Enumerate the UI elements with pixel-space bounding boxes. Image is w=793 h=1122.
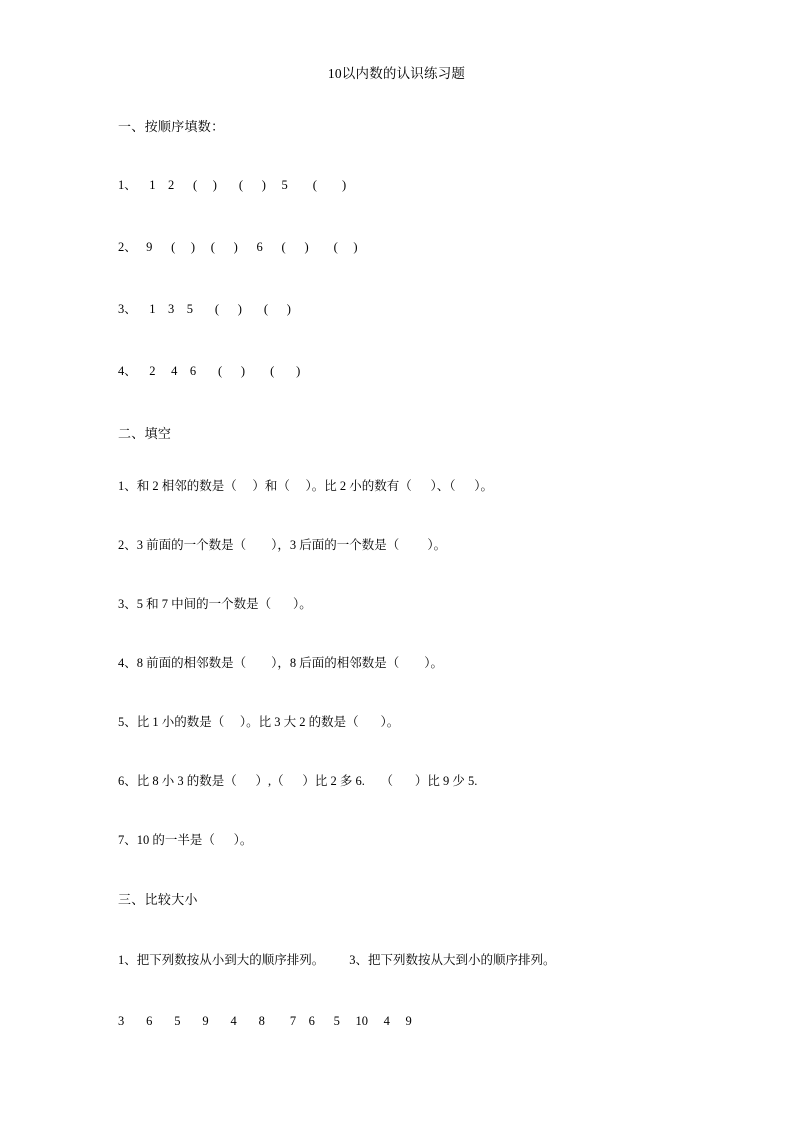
exercise-row: 6、比 8 小 3 的数是（ ）,（ ）比 2 多 6. （ ）比 9 少 5. — [118, 774, 478, 788]
section-fill-in-blank — [118, 423, 675, 848]
exercise-row: 2、3 前面的一个数是（ ），3 后面的一个数是（ ）。 — [118, 538, 447, 552]
section-heading-3: 三、比较大小 — [118, 892, 198, 907]
compare-numbers-row: 3 6 5 9 4 8 7 6 5 10 4 9 — [118, 1014, 412, 1028]
exercise-row: 3、 1 3 5 ( ) ( ) — [118, 302, 291, 316]
section-compare — [118, 889, 675, 1029]
page-title: 10以内数的认识练习题 — [327, 66, 466, 81]
compare-prompt-row: 1、把下列数按从小到大的顺序排列。 3、把下列数按从大到小的顺序排列。 — [118, 953, 556, 967]
spacer — [118, 135, 675, 175]
exercise-row: 2、 9 ( ) ( ) 6 ( ) ( ) — [118, 240, 358, 254]
section-heading-1: 一、按顺序填数： — [118, 119, 225, 134]
exercise-row: 4、8 前面的相邻数是（ ），8 后面的相邻数是（ ）。 — [118, 656, 444, 670]
exercise-row: 3、5 和 7 中间的一个数是（ ）。 — [118, 597, 312, 611]
exercise-row: 1、和 2 相邻的数是（ ）和（ ）。比 2 小的数有（ ）、（ ）。 — [118, 479, 494, 493]
section-heading-2: 二、填空 — [118, 426, 172, 441]
section-sequence — [118, 116, 675, 379]
exercise-row: 4、 2 4 6 ( ) ( ) — [118, 364, 301, 378]
exercise-row: 5、比 1 小的数是（ ）。比 3 大 2 的数是（ ）。 — [118, 715, 400, 729]
exercise-row: 7、10 的一半是（ ）。 — [118, 833, 253, 847]
exercise-row: 1、 1 2 ( ) ( ) 5 ( ) — [118, 178, 347, 192]
